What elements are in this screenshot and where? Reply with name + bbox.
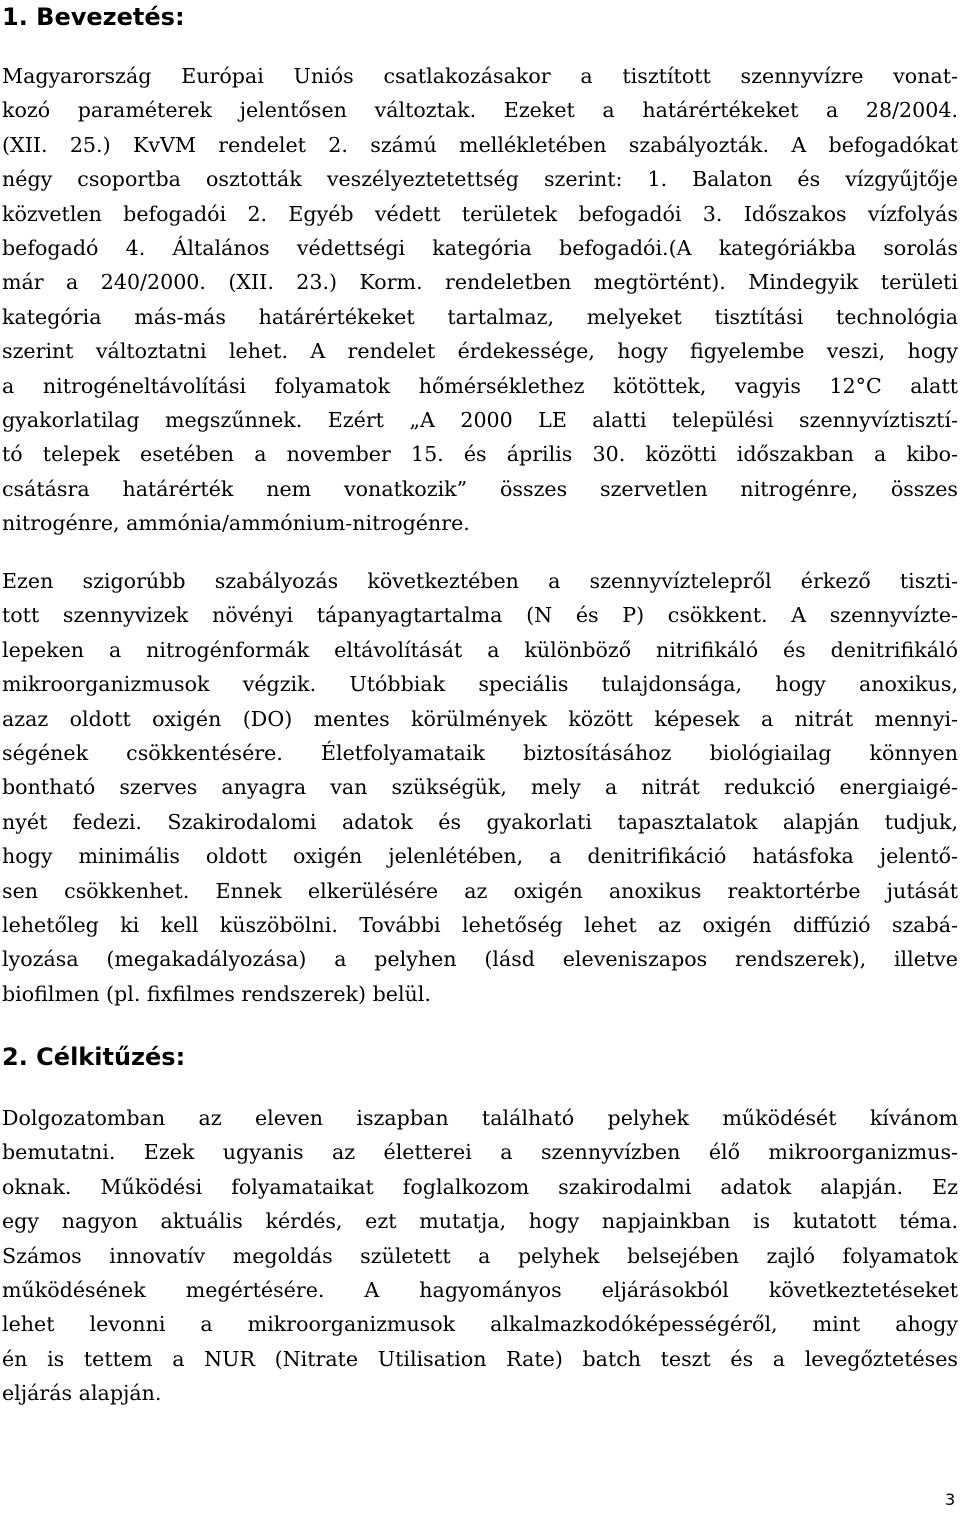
objectives-paragraph <box>2 1101 958 1411</box>
introduction-paragraph-2 <box>2 564 958 1011</box>
text-line: mikroorganizmusok végzik. Utóbbiak speciális tulajdonsága, hogy anoxikus, <box>2 672 958 697</box>
text-line: sen csökkenhet. Ennek elkerülésére az oxigén anoxikus reaktortérbe jutását <box>2 878 958 903</box>
text-line: eljárás alapján. <box>2 1381 162 1406</box>
text-line: hogy minimális oldott oxigén jelenlétében, a denitrifikáció hatásfoka jelentő- <box>2 844 958 869</box>
text-line: lehet levonni a mikroorganizmusok alkalmazkodóképességéről, mint ahogy <box>2 1312 958 1337</box>
text-line: tott szennyvizek növényi tápanyagtartalma (N és P) csökkent. A szennyvízte- <box>2 603 958 628</box>
text-line: csátásra határérték nem vonatkozik” összes szervetlen nitrogénre, összes <box>2 476 958 501</box>
text-line: Ezen szigorúbb szabályozás következtében a szennyvíztelepről érkező tiszti- <box>2 569 958 593</box>
text-line: szerint változtatni lehet. A rendelet érdekessége, hogy figyelembe veszi, hogy <box>2 339 958 364</box>
text-line: nyét fedezi. Szakirodalomi adatok és gyakorlati tapasztalatok alapján tudjuk, <box>2 809 958 834</box>
text-line: egy nagyon aktuális kérdés, ezt mutatja, hogy napjainkban is kutatott téma. <box>2 1209 958 1234</box>
text-line: Dolgozatomban az eleven iszapban található pelyhek működését kívánom <box>2 1106 958 1130</box>
text-line: (XII. 25.) KvVM rendelet 2. számú mellékletében szabályozták. A befogadókat <box>2 132 958 157</box>
text-line: tó telepek esetében a november 15. és április 30. közötti időszakban a kibo- <box>2 442 958 467</box>
text-line: már a 240/2000. (XII. 23.) Korm. rendeletben megtörtént). Mindegyik területi <box>2 270 958 295</box>
text-line: bontható szerves anyagra van szükségük, mely a nitrát redukció energiaigé- <box>2 775 958 800</box>
text-line: biofilmen (pl. fixfilmes rendszerek) belül. <box>2 981 431 1006</box>
section-heading-objectives: 2. Célkitűzés: <box>2 1043 186 1071</box>
text-line: működésének megértésére. A hagyományos eljárásokból következtetéseket <box>2 1278 958 1303</box>
text-line: ségének csökkentésére. Életfolyamataik biztosításához biológiailag könnyen <box>2 741 958 766</box>
text-line: bemutatni. Ezek ugyanis az életterei a szennyvízben élő mikroorganizmus- <box>2 1140 958 1165</box>
text-line: Magyarország Európai Uniós csatlakozásakor a tisztított szennyvízre vonat- <box>2 64 958 88</box>
text-line: Számos innovatív megoldás született a pelyhek belsejében zajló folyamatok <box>2 1243 958 1268</box>
text-line: négy csoportba osztották veszélyeztetettség szerint: 1. Balaton és vízgyűjtője <box>2 167 958 192</box>
text-line: a nitrogéneltávolítási folyamatok hőmérséklethez kötöttek, vagyis 12°C alatt <box>2 373 958 398</box>
section-heading-introduction: 1. Bevezetés: <box>2 3 185 31</box>
text-line: én is tettem a NUR (Nitrate Utilisation Rate) batch teszt és a levegőztetéses <box>2 1346 958 1371</box>
text-line: lehetőleg ki kell küszöbölni. További lehetőség lehet az oxigén diffúzió szabá- <box>2 913 958 938</box>
text-line: lyozása (megakadályozása) a pelyhen (lásd eleveniszapos rendszerek), illetve <box>2 947 958 972</box>
text-line: lepeken a nitrogénformák eltávolítását a különböző nitrifikáló és denitrifikáló <box>2 637 958 662</box>
text-line: oknak. Működési folyamataikat foglalkozom szakirodalmi adatok alapján. Ez <box>2 1174 958 1199</box>
text-line: kozó paraméterek jelentősen változtak. Ezeket a határértékeket a 28/2004. <box>2 98 958 123</box>
text-line: gyakorlatilag megszűnnek. Ezért „A 2000 LE alatti települési szennyvíztisztí- <box>2 408 958 433</box>
introduction-paragraph-1 <box>2 59 958 541</box>
text-line: nitrogénre, ammónia/ammónium-nitrogénre. <box>2 511 470 536</box>
text-line: közvetlen befogadói 2. Egyéb védett területek befogadói 3. Időszakos vízfolyás <box>2 201 958 226</box>
text-line: kategória más-más határértékeket tartalmaz, melyeket tisztítási technológia <box>2 304 958 329</box>
text-line: befogadó 4. Általános védettségi kategória befogadói.(A kategóriákba sorolás <box>2 236 958 261</box>
page-number: 3 <box>945 1490 956 1509</box>
text-line: azaz oldott oxigén (DO) mentes körülmények között képesek a nitrát mennyi- <box>2 706 958 731</box>
